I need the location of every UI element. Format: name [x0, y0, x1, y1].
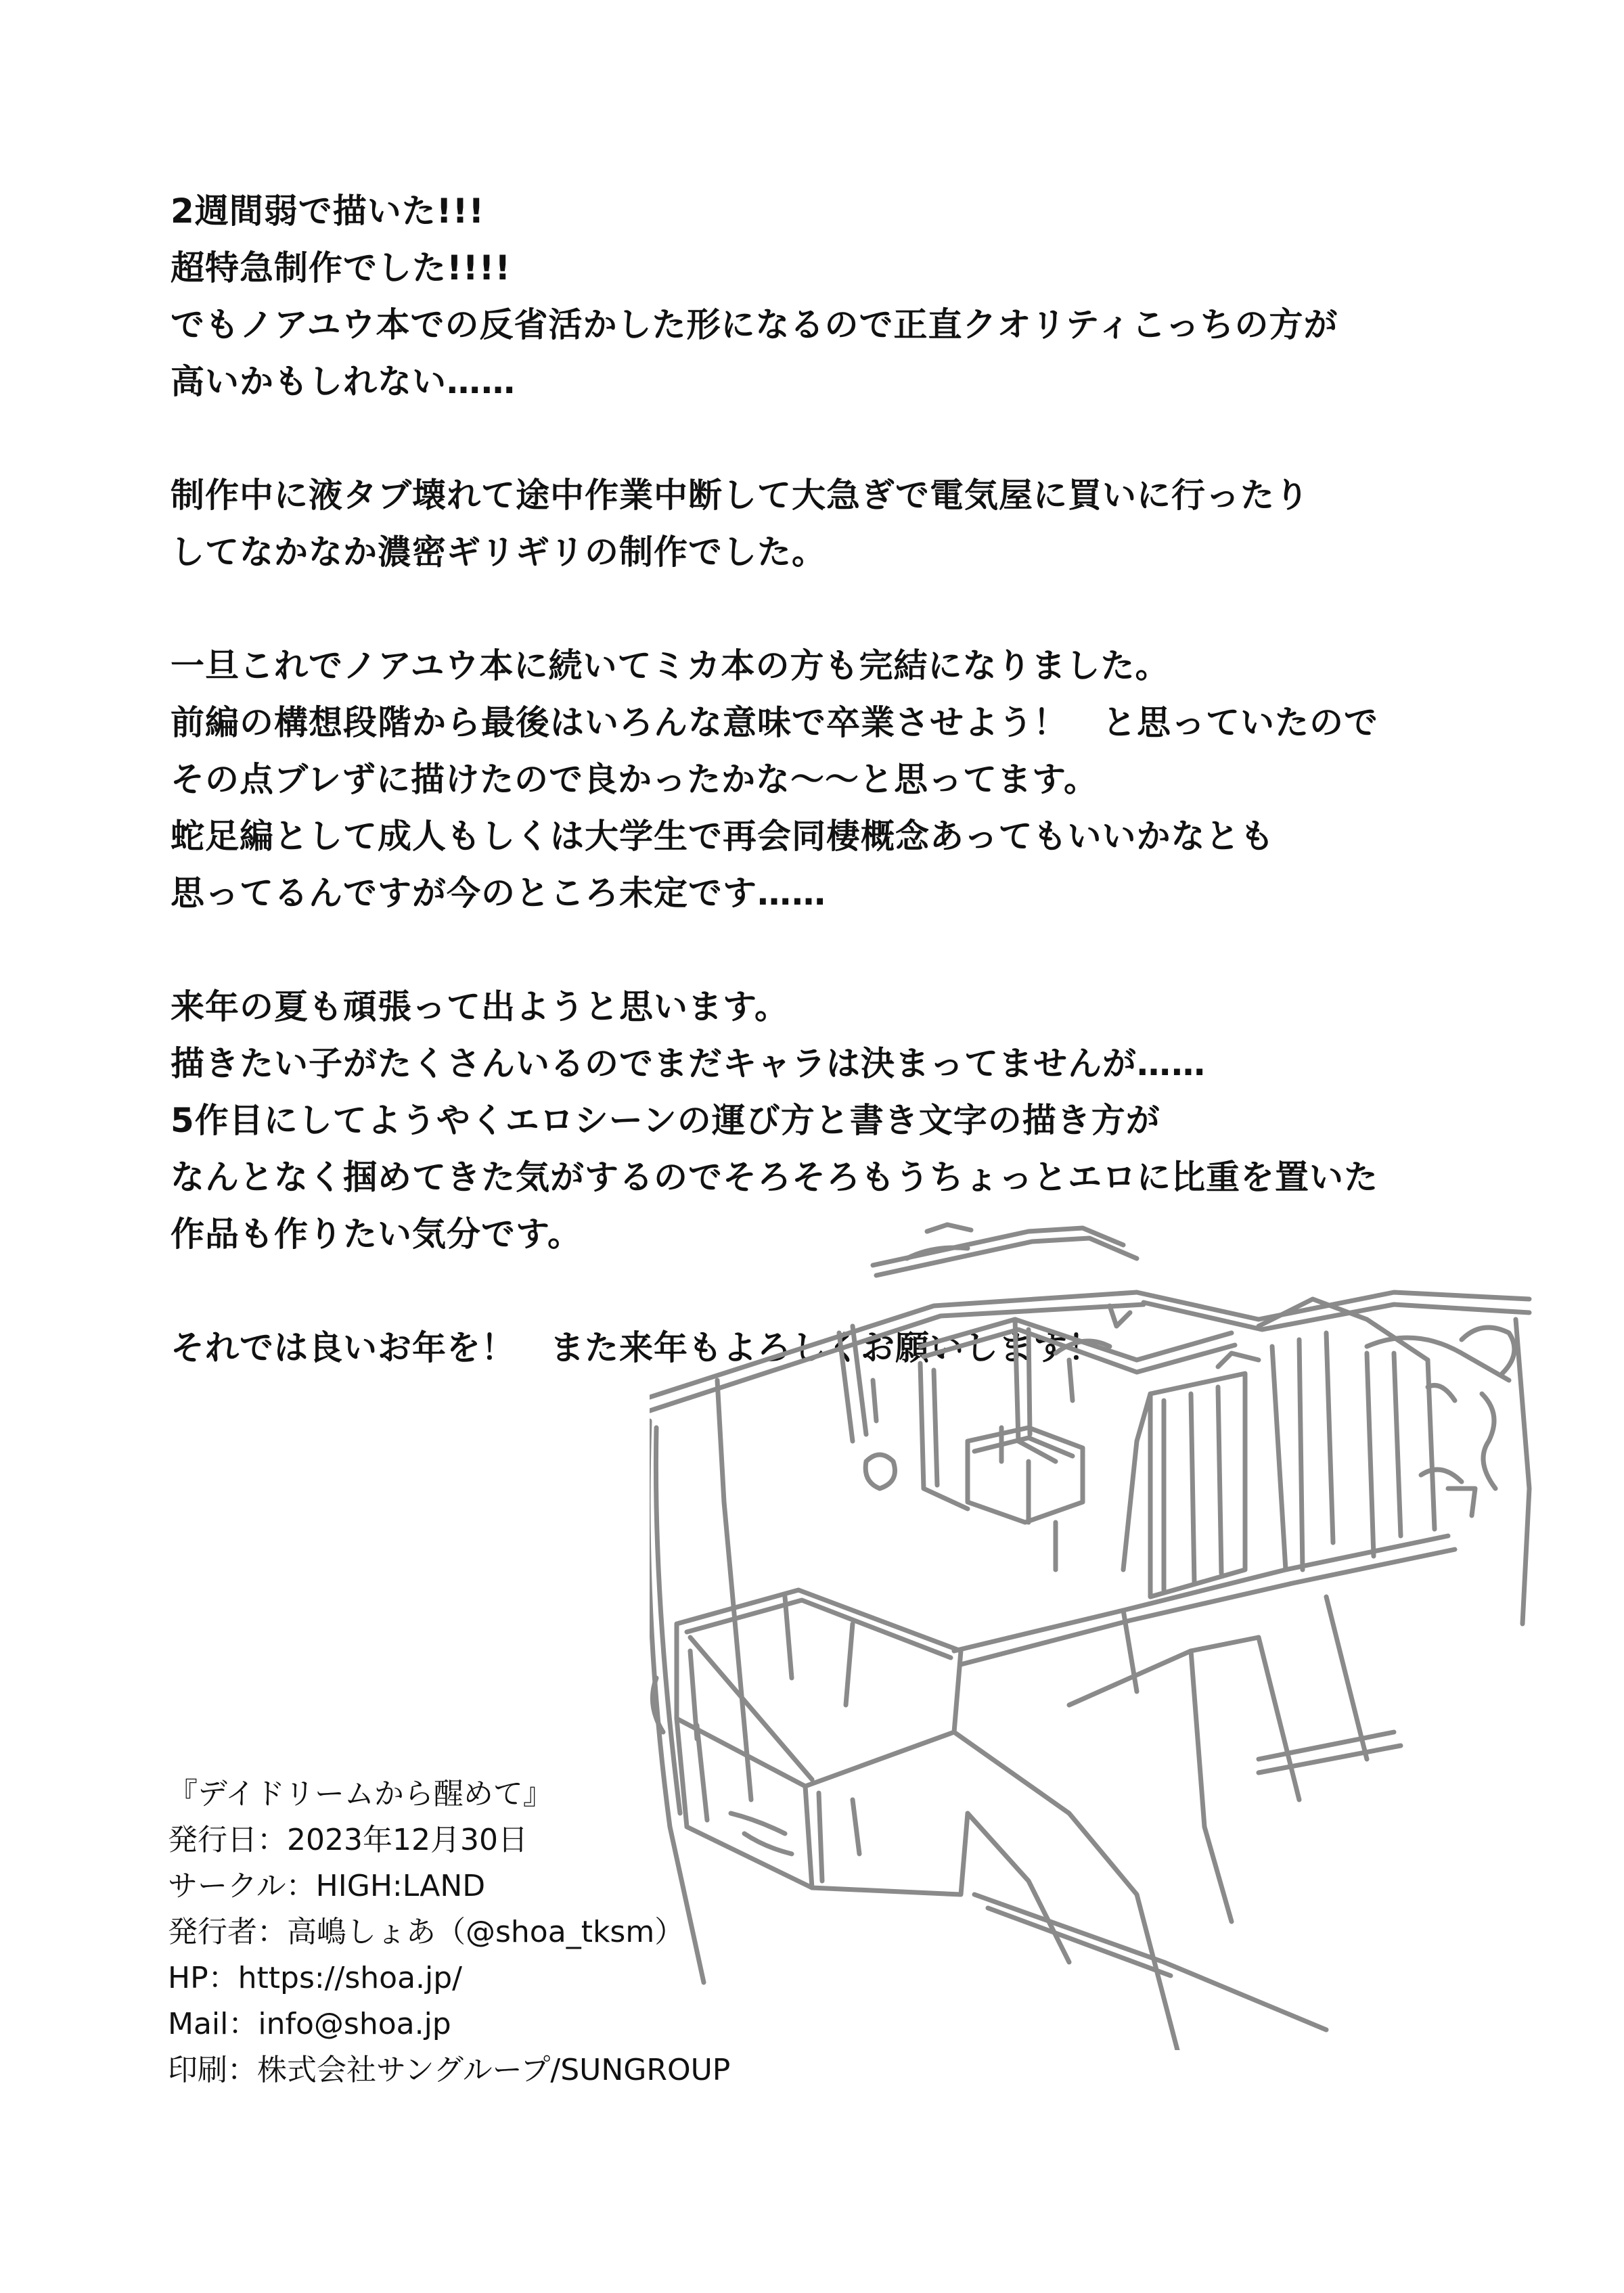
afterword-line: してなかなか濃密ギリギリの制作でした。	[171, 532, 826, 572]
afterword-line: 描きたい子がたくさんいるのでまだキャラは決まってませんが……	[171, 1044, 1206, 1083]
afterword-line: でもノアユウ本での反省活かした形になるので正直クオリティこっちの方が	[171, 305, 1338, 344]
publisher: 発行者：高嶋しょあ（@shoa_tksm）	[168, 1915, 685, 1949]
afterword-line: それでは良いお年を！ また来年もよろしくお願いします！	[171, 1328, 1102, 1367]
afterword-paragraph-3	[171, 637, 1524, 922]
afterword-line: 2週間弱で描いた!!!	[171, 191, 485, 231]
afterword-paragraph-2	[171, 467, 1524, 581]
afterword-line: 超特急制作でした!!!!	[171, 248, 512, 288]
afterword-line: 制作中に液タブ壊れて途中作業中断して大急ぎで電気屋に買いに行ったり	[171, 476, 1309, 515]
afterword-line: 作品も作りたい気分です。	[171, 1214, 582, 1254]
book-title: 『デイドリームから醒めて』	[168, 1777, 553, 1811]
afterword-line: 来年の夏も頑張って出ようと思います。	[171, 987, 789, 1026]
homepage-link: HP：https://shoa.jp/	[168, 1961, 462, 1995]
afterword-line: 蛇足編として成人もしくは大学生で再会同棲概念あってもいいかなとも	[171, 817, 1275, 856]
afterword-line: 思ってるんですが今のところ未定です……	[171, 873, 826, 913]
colophon	[168, 1771, 730, 2093]
afterword-line: その点ブレずに描けたので良かったかな～～と思ってます。	[171, 760, 1098, 799]
mail-address: Mail：info@shoa.jp	[168, 2007, 451, 2041]
afterword-line: なんとなく掴めてきた気がするのでそろそろもうちょっとエロに比重を置いた	[171, 1158, 1378, 1197]
room-sketch-illustration	[650, 1218, 1543, 2050]
afterword-line: 5作目にしてようやくエロシーンの運び方と書き文字の描き方が	[171, 1101, 1160, 1140]
printer: 印刷：株式会社サングループ/SUNGROUP	[168, 2053, 731, 2087]
afterword-line: 一旦これでノアユウ本に続いてミカ本の方も完結になりました。	[171, 646, 1170, 685]
circle-name: サークル：HIGH:LAND	[168, 1869, 486, 1903]
issue-date: 発行日：2023年12月30日	[168, 1823, 528, 1857]
afterword-paragraph-1	[171, 183, 1524, 410]
afterword-line: 前編の構想段階から最後はいろんな意味で卒業させよう！ と思っていたので	[171, 703, 1378, 742]
afterword-line: 高いかもしれない……	[171, 362, 516, 401]
